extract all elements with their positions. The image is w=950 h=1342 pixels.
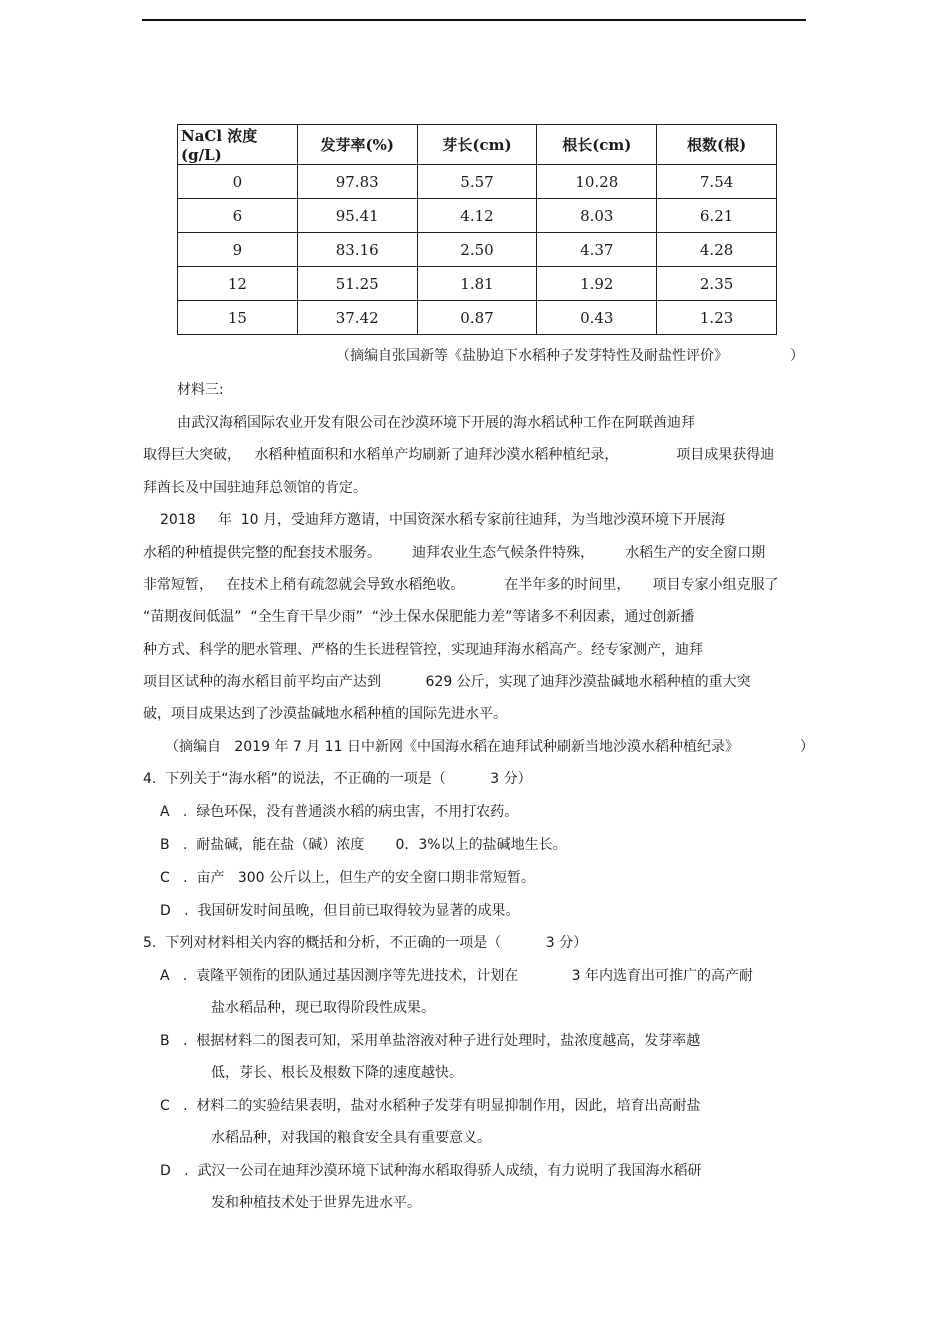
question-5-option-a-cont: 盐水稻品种，现已取得阶段性成果。 xyxy=(211,1000,435,1016)
table-cell: 5.57 xyxy=(417,165,537,199)
question-5-option-b-cont: 低，芽长、根长及根数下降的速度越快。 xyxy=(211,1065,463,1081)
table-cell: 51.25 xyxy=(297,267,417,301)
table-cell: 37.42 xyxy=(297,301,417,335)
question-4-option-d: D . 我国研发时间虽晚，但目前已取得较为显著的成果。 xyxy=(160,903,520,919)
question-4-stem: 4. 下列关于“海水稻”的说法，不正确的一项是（ 3 分） xyxy=(143,771,532,787)
table-cell: 1.81 xyxy=(417,267,537,301)
table-row xyxy=(178,199,777,233)
table-cell: 97.83 xyxy=(297,165,417,199)
table-row xyxy=(178,267,777,301)
table-source-citation: （摘编自张国新等《盐胁迫下水稻种子发芽特性及耐盐性评价》 xyxy=(336,348,728,364)
paragraph-line: 非常短暂， 在技术上稍有疏忽就会导致水稻绝收。 在半年多的时间里， 项目专家小组克服了 xyxy=(143,577,779,593)
question-5-option-d-cont: 发和种植技术处于世界先进水平。 xyxy=(211,1195,421,1211)
table-cell: 95.41 xyxy=(297,199,417,233)
paragraph-line: 取得巨大突破， 水稻种植面积和水稻单产均刷新了迪拜沙漠水稻种植纪录， 项目成果获得迪 xyxy=(143,447,775,463)
table-row xyxy=(178,165,777,199)
page-top-rule xyxy=(142,19,806,21)
table-cell: 1.23 xyxy=(657,301,777,335)
question-5-option-b: B . 根据材料二的图表可知，采用单盐溶液对种子进行处理时，盐浓度越高，发芽率越 xyxy=(160,1033,701,1049)
table-cell: 2.35 xyxy=(657,267,777,301)
question-4-option-a: A . 绿色环保，没有普通淡水稻的病虫害，不用打农药。 xyxy=(160,804,519,820)
paragraph-line: 项目区试种的海水稻目前平均亩产达到 629 公斤，实现了迪拜沙漠盐碱地水稻种植的重大突 xyxy=(143,674,751,690)
paragraph-line: 拜酋长及中国驻迪拜总领馆的肯定。 xyxy=(143,480,367,496)
table-header-row xyxy=(178,125,777,165)
table-row xyxy=(178,301,777,335)
table-cell: 0.87 xyxy=(417,301,537,335)
material3-heading: 材料三: xyxy=(177,382,224,398)
paragraph-line: 水稻的种植提供完整的配套技术服务。 迪拜农业生态气候条件特殊， 水稻生产的安全窗口期 xyxy=(143,545,766,561)
question-5-option-d: D . 武汉一公司在迪拜沙漠环境下试种海水稻取得骄人成绩，有力说明了我国海水稻研 xyxy=(160,1163,702,1179)
paragraph-line: “苗期夜间低温” “全生育干旱少雨” “沙土保水保肥能力差”等诸多不利因素，通过创新播 xyxy=(143,609,695,625)
paragraph-line: 2018 年 10 月，受迪拜方邀请，中国资深水稻专家前往迪拜，为当地沙漠环境下开展海 xyxy=(160,512,726,528)
table-cell: 4.12 xyxy=(417,199,537,233)
table-cell: 12 xyxy=(178,267,298,301)
question-5-stem: 5. 下列对材料相关内容的概括和分析，不正确的一项是（ 3 分） xyxy=(143,935,588,951)
table-cell: 83.16 xyxy=(297,233,417,267)
table-cell: 0 xyxy=(178,165,298,199)
table-cell: 4.28 xyxy=(657,233,777,267)
table-cell: 6.21 xyxy=(657,199,777,233)
table-cell: 15 xyxy=(178,301,298,335)
question-5-option-c: C . 材料二的实验结果表明，盐对水稻种子发芽有明显抑制作用，因此，培育出高耐盐 xyxy=(160,1098,701,1114)
table-header-cell: 根长(cm) xyxy=(537,125,657,165)
table-source-close: ） xyxy=(790,348,804,364)
table-cell: 6 xyxy=(178,199,298,233)
table-cell: 7.54 xyxy=(657,165,777,199)
table-cell: 10.28 xyxy=(537,165,657,199)
question-4-option-c: C . 亩产 300 公斤以上，但生产的安全窗口期非常短暂。 xyxy=(160,870,535,886)
paragraph-line: 由武汉海稻国际农业开发有限公司在沙漠环境下开展的海水稻试种工作在阿联酋迪拜 xyxy=(177,415,695,431)
table-cell: 1.92 xyxy=(537,267,657,301)
question-5-option-c-cont: 水稻品种，对我国的粮食安全具有重要意义。 xyxy=(211,1130,491,1146)
material3-source-close: ） xyxy=(800,739,814,755)
table-cell: 8.03 xyxy=(537,199,657,233)
table-cell: 9 xyxy=(178,233,298,267)
table-cell: 0.43 xyxy=(537,301,657,335)
table-header-cell: 根数(根) xyxy=(657,125,777,165)
paragraph-line: 种方式、科学的肥水管理、严格的生长进程管控，实现迪拜海水稻高产。经专家测产，迪拜 xyxy=(143,642,703,658)
table-cell: 2.50 xyxy=(417,233,537,267)
question-4-option-b: B . 耐盐碱，能在盐（碱）浓度 0．3%以上的盐碱地生长。 xyxy=(160,837,567,853)
table-cell: 4.37 xyxy=(537,233,657,267)
paragraph-line: 破，项目成果达到了沙漠盐碱地水稻种植的国际先进水平。 xyxy=(143,706,507,722)
question-5-option-a: A . 袁隆平领衔的团队通过基因测序等先进技术，计划在 3 年内选育出可推广的高产耐 xyxy=(160,968,754,984)
table-header-cell: 芽长(cm) xyxy=(417,125,537,165)
table-header-cell: 发芽率(%) xyxy=(297,125,417,165)
nacl-germination-table xyxy=(177,124,777,335)
table-header-cell: NaCl 浓度(g/L) xyxy=(178,125,298,165)
material3-source-citation: （摘编自 2019 年 7 月 11 日中新网《中国海水稻在迪拜试种刷新当地沙漠水稻种植纪录》 xyxy=(165,739,739,755)
table-row xyxy=(178,233,777,267)
